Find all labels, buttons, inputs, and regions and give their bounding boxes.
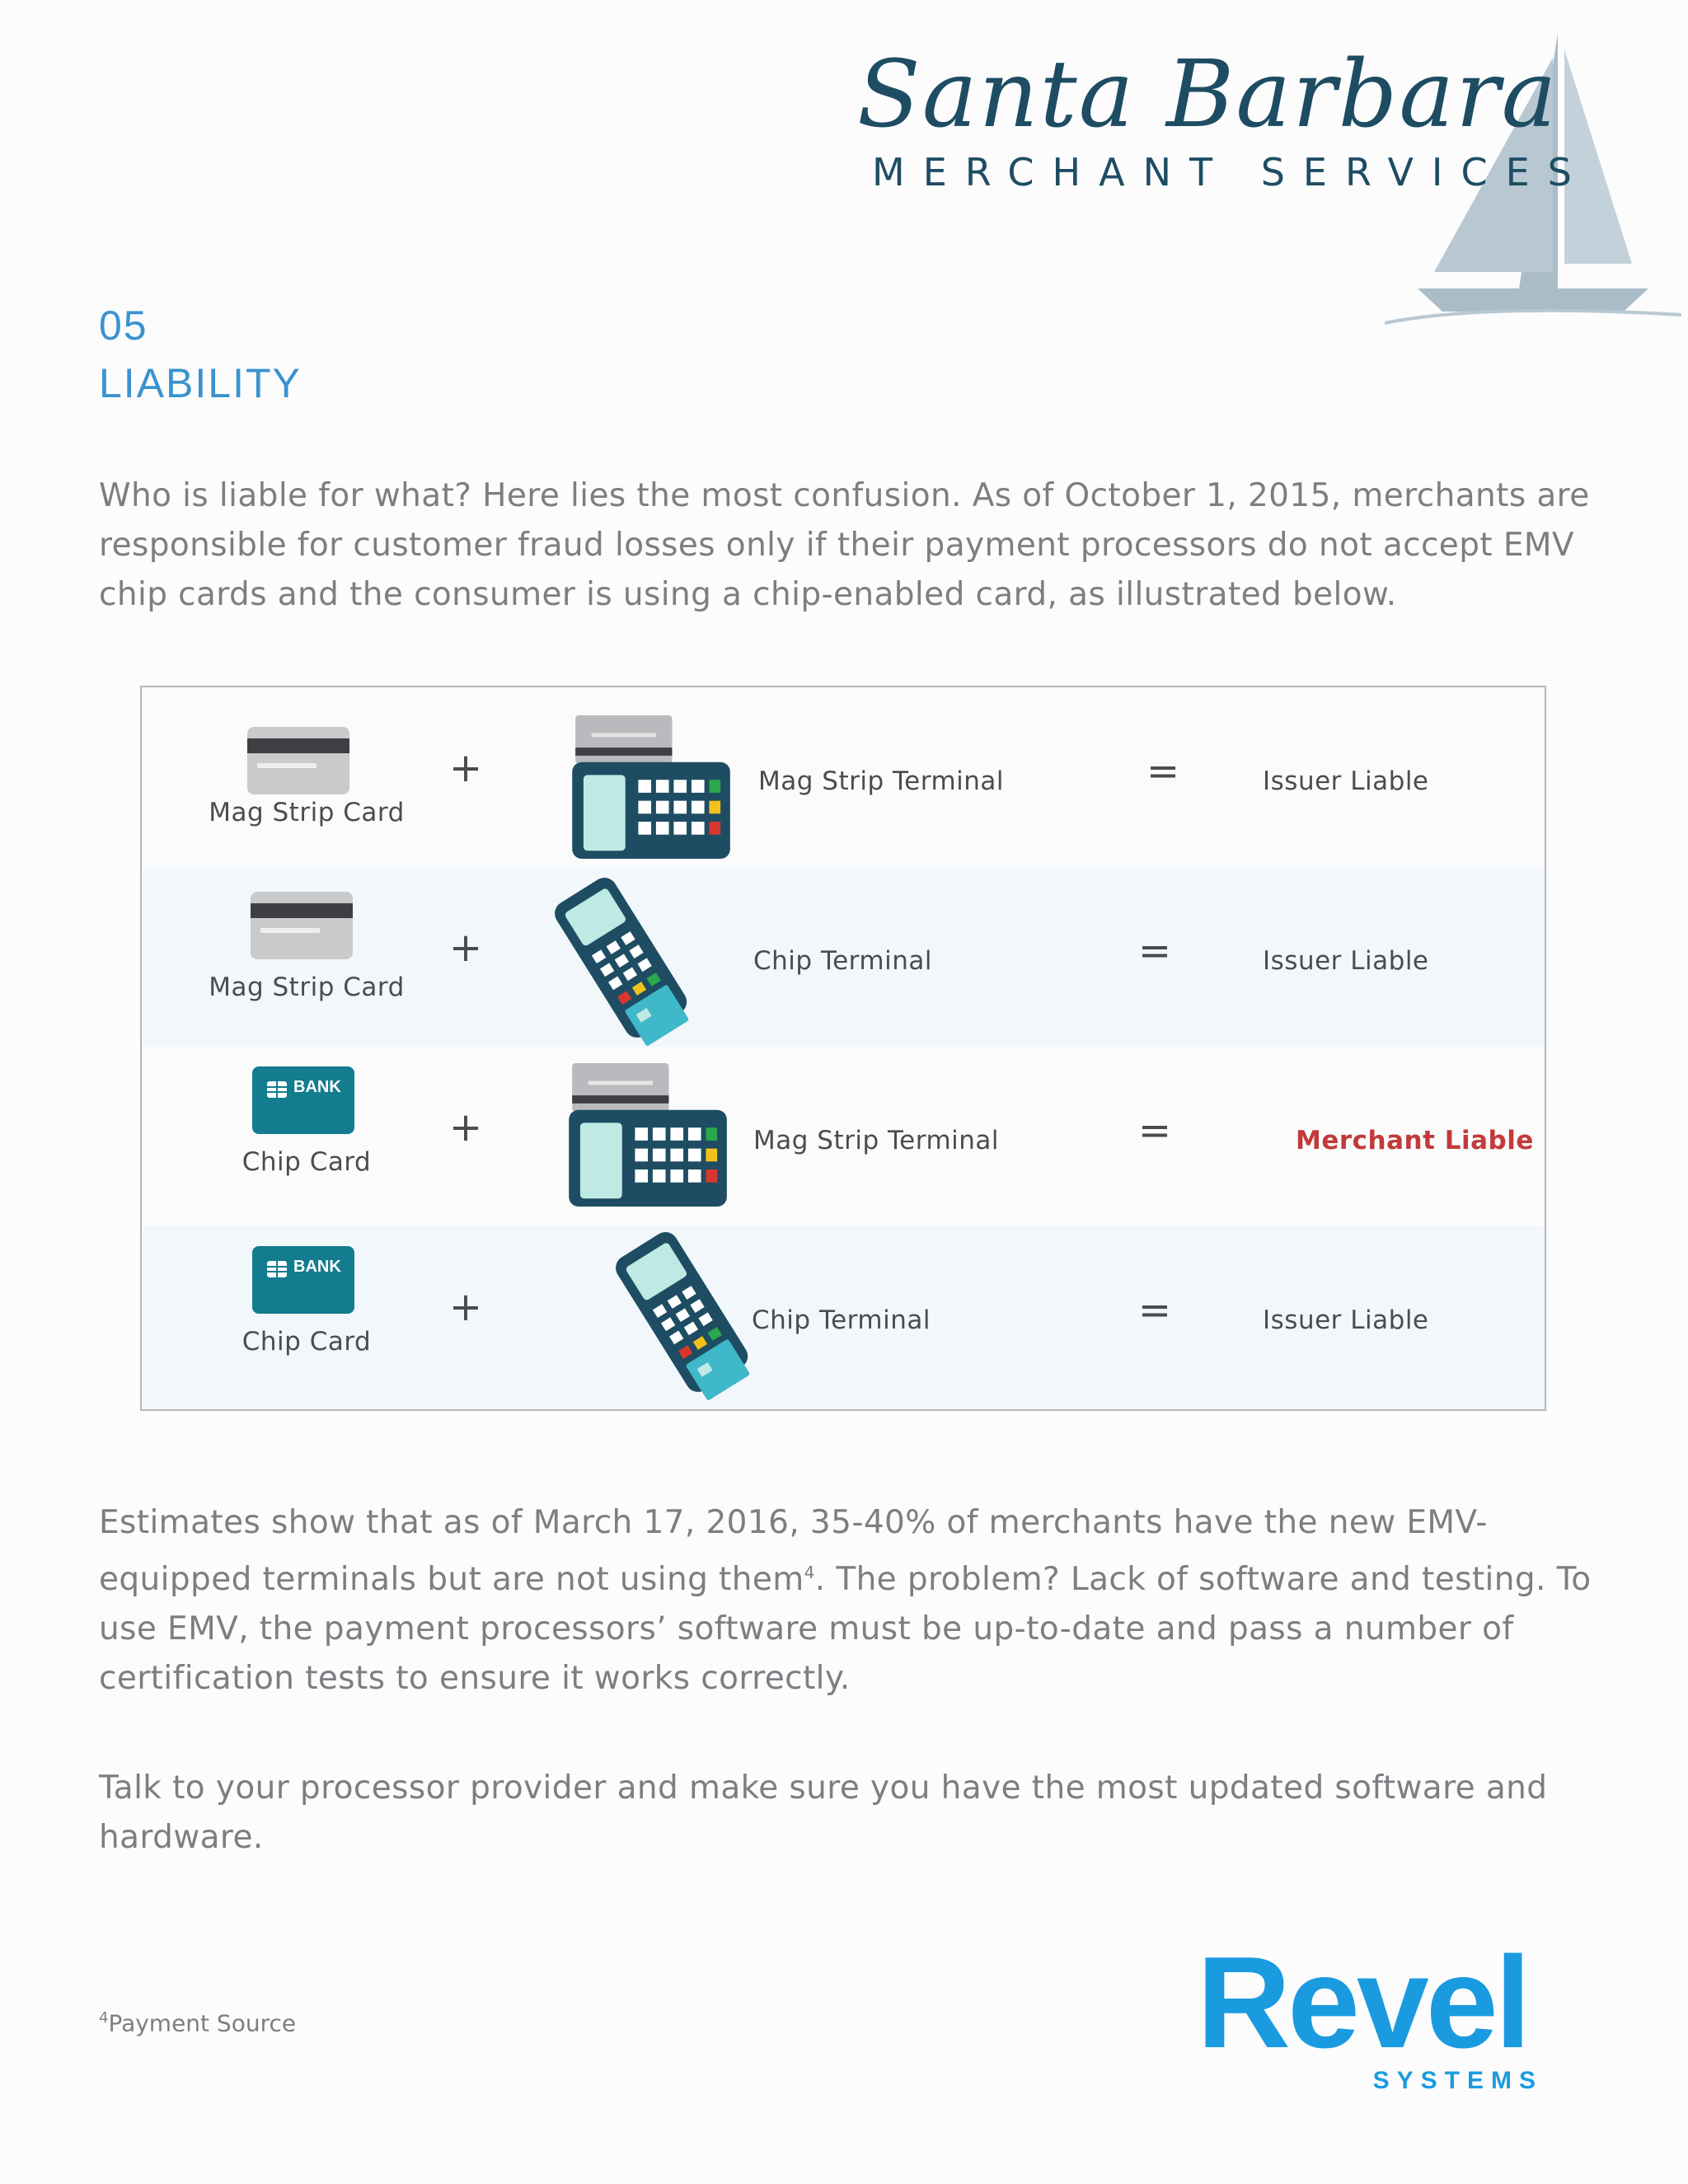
liability-table [140,686,1546,1411]
intro-paragraph: Who is liable for what? Here lies the most confusion. As of October 1, 2015, merchants are responsible for customer fraud losses only if their payment processors do not accept EMV chip cards and the consumer is using a chip-enabled card, as illustrated below. [99,477,1590,613]
estimates-text: Estimates show that as of March 17, 2016, 35-40% of merchants have the new EMV-equipped terminals but are not using them [99,1504,1488,1598]
plus-sign: + [448,1284,483,1330]
chip-card [252,1246,354,1314]
terminal-label: Mag Strip Terminal [753,1126,1000,1155]
card-label: Chip Card [241,1327,372,1357]
liability-result: Issuer Liable [1263,766,1429,796]
section-number: 05 [99,302,148,349]
bank-label: BANK [293,1258,341,1276]
revel-wordmark: Revel [1197,1930,1528,2075]
revel-sub: SYSTEMS [1372,2067,1543,2094]
section-title: LIABILITY [99,360,302,406]
footnote-ref: 4 [804,1563,815,1582]
bank-label: BANK [293,1078,341,1096]
mag-strip-terminal-icon [572,715,734,860]
table-row [142,1226,1545,1409]
plus-sign: + [448,745,483,791]
table-row [142,687,1545,867]
equals-sign: = [1137,928,1172,974]
liability-result: Issuer Liable [1263,1305,1429,1335]
plus-sign: + [448,925,483,971]
brand-tagline: MERCHANT SERVICES [872,150,1590,194]
estimates-paragraph [99,1498,1599,1704]
footnote-number: 4 [99,2009,109,2027]
talk-paragraph: Talk to your processor provider and make sure you have the most updated software and hardware. [99,1769,1548,1856]
footnote-text: Payment Source [108,2009,297,2037]
card-label: Mag Strip Card [209,798,405,827]
terminal-label: Chip Terminal [752,1305,931,1335]
footnote [99,2009,296,2036]
card-label: Mag Strip Card [209,972,405,1002]
liability-result: Merchant Liable [1296,1126,1534,1155]
table-row [142,867,1545,1047]
mag-strip-card-icon [247,727,349,794]
mag-strip-terminal-icon [569,1063,730,1208]
card-label: Chip Card [241,1147,372,1177]
estimates-text-cont: . The problem? Lack of software and testing. To use EMV, the payment processors’ software must be up-to-date and pass a number of certification tests to ensure it works correctly. [99,1561,1592,1697]
brand-name: Santa Barbara [857,41,1559,148]
chip-card-icon [252,1246,354,1314]
chip-card [252,1066,354,1134]
equals-sign: = [1137,1287,1172,1333]
terminal-label: Chip Terminal [753,946,932,976]
chip-card-icon [252,1066,354,1134]
terminal-label: Mag Strip Terminal [758,766,1005,796]
liability-result: Issuer Liable [1263,946,1429,976]
chip-terminal-icon [551,875,707,1048]
mag-strip-card-icon [251,892,353,959]
plus-sign: + [448,1104,483,1151]
equals-sign: = [1146,748,1180,794]
equals-sign: = [1137,1108,1172,1154]
chip-terminal-icon [612,1230,768,1403]
table-row [142,1047,1545,1226]
revel-systems-logo [1197,1930,1543,2102]
santa-barbara-logo [857,25,1673,330]
